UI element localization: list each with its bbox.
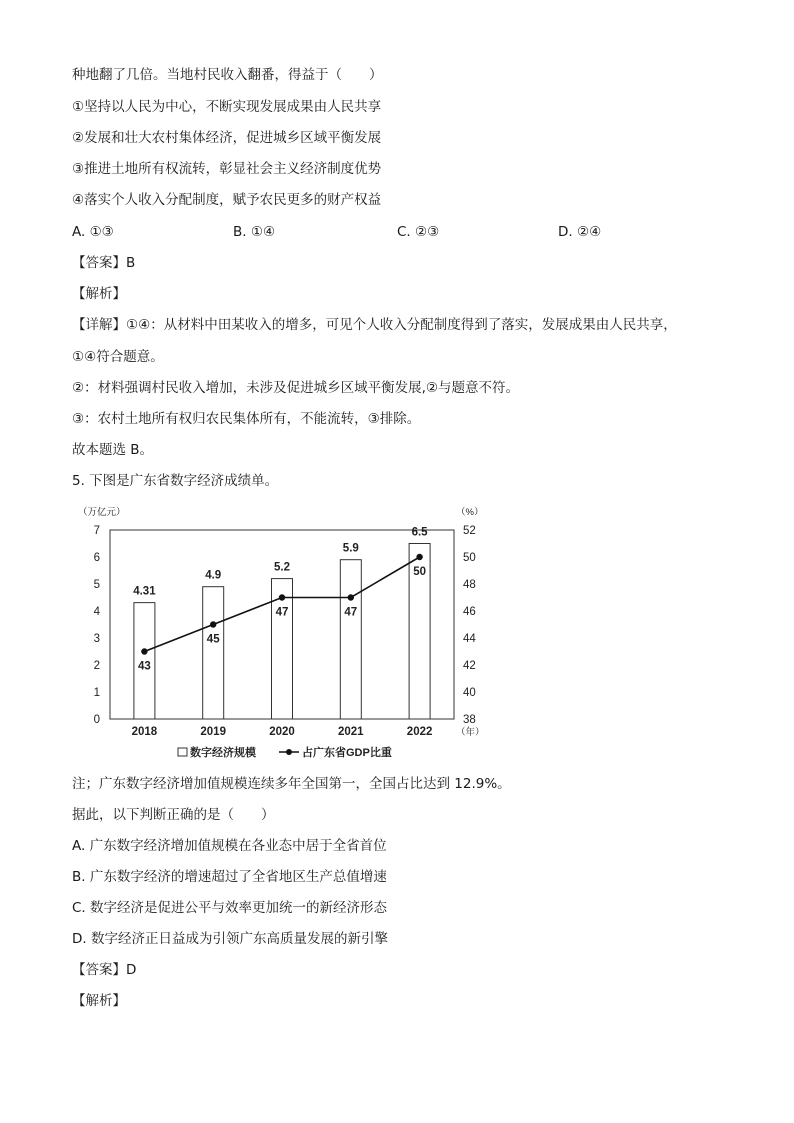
left-tick-label: 4 <box>93 606 100 618</box>
right-tick-label: 38 <box>463 714 476 726</box>
left-tick-label: 0 <box>93 714 100 726</box>
q4-stem: 种地翻了几倍。当地村民收入翻番，得益于（ ） <box>72 67 383 83</box>
gdp-share-label: 50 <box>413 566 426 578</box>
right-tick-label: 42 <box>463 660 476 672</box>
legend-line-label: 占广东省GDP比重 <box>302 747 392 759</box>
q4-answer: 【答案】B <box>72 255 136 271</box>
q5-note: 注；广东数字经济增加值规模连续多年全国第一，全国占比达到 12.9%。 <box>72 776 511 792</box>
left-tick-label: 7 <box>93 525 100 537</box>
legend-line-marker <box>286 749 292 755</box>
bar-value-label: 4.9 <box>205 569 222 582</box>
digital-economy-chart <box>72 502 492 764</box>
x-tick-label: 2020 <box>269 726 295 738</box>
q5-analysis-heading: 【解析】 <box>72 993 126 1009</box>
x-tick-label: 2021 <box>338 726 364 738</box>
q4-statement-2: ②发展和壮大农村集体经济，促进城乡区域平衡发展 <box>72 130 382 146</box>
x-tick-label: 2018 <box>131 726 158 738</box>
gdp-share-point <box>416 554 422 560</box>
q4-detail-5: 故本题选 B。 <box>72 442 154 458</box>
left-tick-label: 5 <box>93 579 100 591</box>
q4-option-b: B. ①④ <box>233 224 276 240</box>
left-tick-label: 2 <box>93 660 100 672</box>
left-tick-label: 6 <box>93 552 100 564</box>
q5-option-b: B. 广东数字经济的增速超过了全省地区生产总值增速 <box>72 869 387 885</box>
q4-option-c: C. ②③ <box>397 224 440 240</box>
q5-stem: 5. 下图是广东省数字经济成绩单。 <box>72 473 279 489</box>
right-tick-label: 46 <box>463 606 476 618</box>
left-axis-unit: （万亿元） <box>78 507 126 518</box>
gdp-share-point <box>279 594 285 600</box>
q5-answer: 【答案】D <box>72 962 137 978</box>
bar-value-label: 5.9 <box>342 542 359 555</box>
legend-bar-swatch <box>178 748 187 756</box>
q4-option-a: A. ①③ <box>72 224 114 240</box>
gdp-share-point <box>210 621 216 627</box>
right-tick-label: 40 <box>463 687 476 699</box>
right-tick-label: 44 <box>463 633 476 645</box>
q4-detail-2: ①④符合题意。 <box>72 349 164 365</box>
gdp-share-label: 45 <box>206 633 220 646</box>
left-tick-label: 3 <box>93 633 100 645</box>
left-tick-label: 1 <box>93 687 100 699</box>
q4-detail-4: ③：农村土地所有权归农民集体所有，不能流转，③排除。 <box>72 411 421 427</box>
x-axis-unit: （年） <box>456 727 485 738</box>
bar-value-label: 6.5 <box>411 526 428 539</box>
q5-option-d: D. 数字经济正日益成为引领广东高质量发展的新引擎 <box>72 931 388 947</box>
q4-detail-3: ②：材料强调村民收入增加，未涉及促进城乡区域平衡发展,②与题意不符。 <box>72 380 519 396</box>
q4-option-d: D. ②④ <box>558 224 602 240</box>
right-tick-label: 50 <box>463 552 476 564</box>
bar <box>203 587 224 719</box>
bar-value-label: 4.31 <box>133 585 156 598</box>
gdp-share-point <box>141 648 147 654</box>
gdp-share-label: 47 <box>344 606 358 619</box>
right-axis-unit: （%） <box>456 507 484 518</box>
right-tick-label: 48 <box>463 579 476 591</box>
x-tick-label: 2022 <box>406 726 433 738</box>
q4-statement-4: ④落实个人收入分配制度，赋予农民更多的财产权益 <box>72 192 382 208</box>
legend-bar-label: 数字经济规模 <box>190 747 256 759</box>
bar <box>340 560 361 719</box>
q4-detail-1: 【详解】①④：从材料中田某收入的增多，可见个人收入分配制度得到了落实，发展成果由人民共享， <box>72 317 677 333</box>
gdp-share-label: 43 <box>138 660 151 673</box>
q5-option-c: C. 数字经济是促进公平与效率更加统一的新经济形态 <box>72 900 388 916</box>
q5-question: 据此，以下判断正确的是（ ） <box>72 807 275 823</box>
q4-analysis-heading: 【解析】 <box>72 286 126 302</box>
q4-statement-1: ①坚持以人民为中心，不断实现发展成果由人民共享 <box>72 99 382 115</box>
gdp-share-point <box>348 594 354 600</box>
q5-option-a: A. 广东数字经济增加值规模在各业态中居于全省首位 <box>72 838 387 854</box>
right-tick-label: 52 <box>463 525 476 537</box>
bar-value-label: 5.2 <box>274 561 290 574</box>
x-tick-label: 2019 <box>200 726 226 738</box>
q4-statement-3: ③推进土地所有权流转，彰显社会主义经济制度优势 <box>72 161 382 177</box>
gdp-share-label: 47 <box>275 606 289 619</box>
